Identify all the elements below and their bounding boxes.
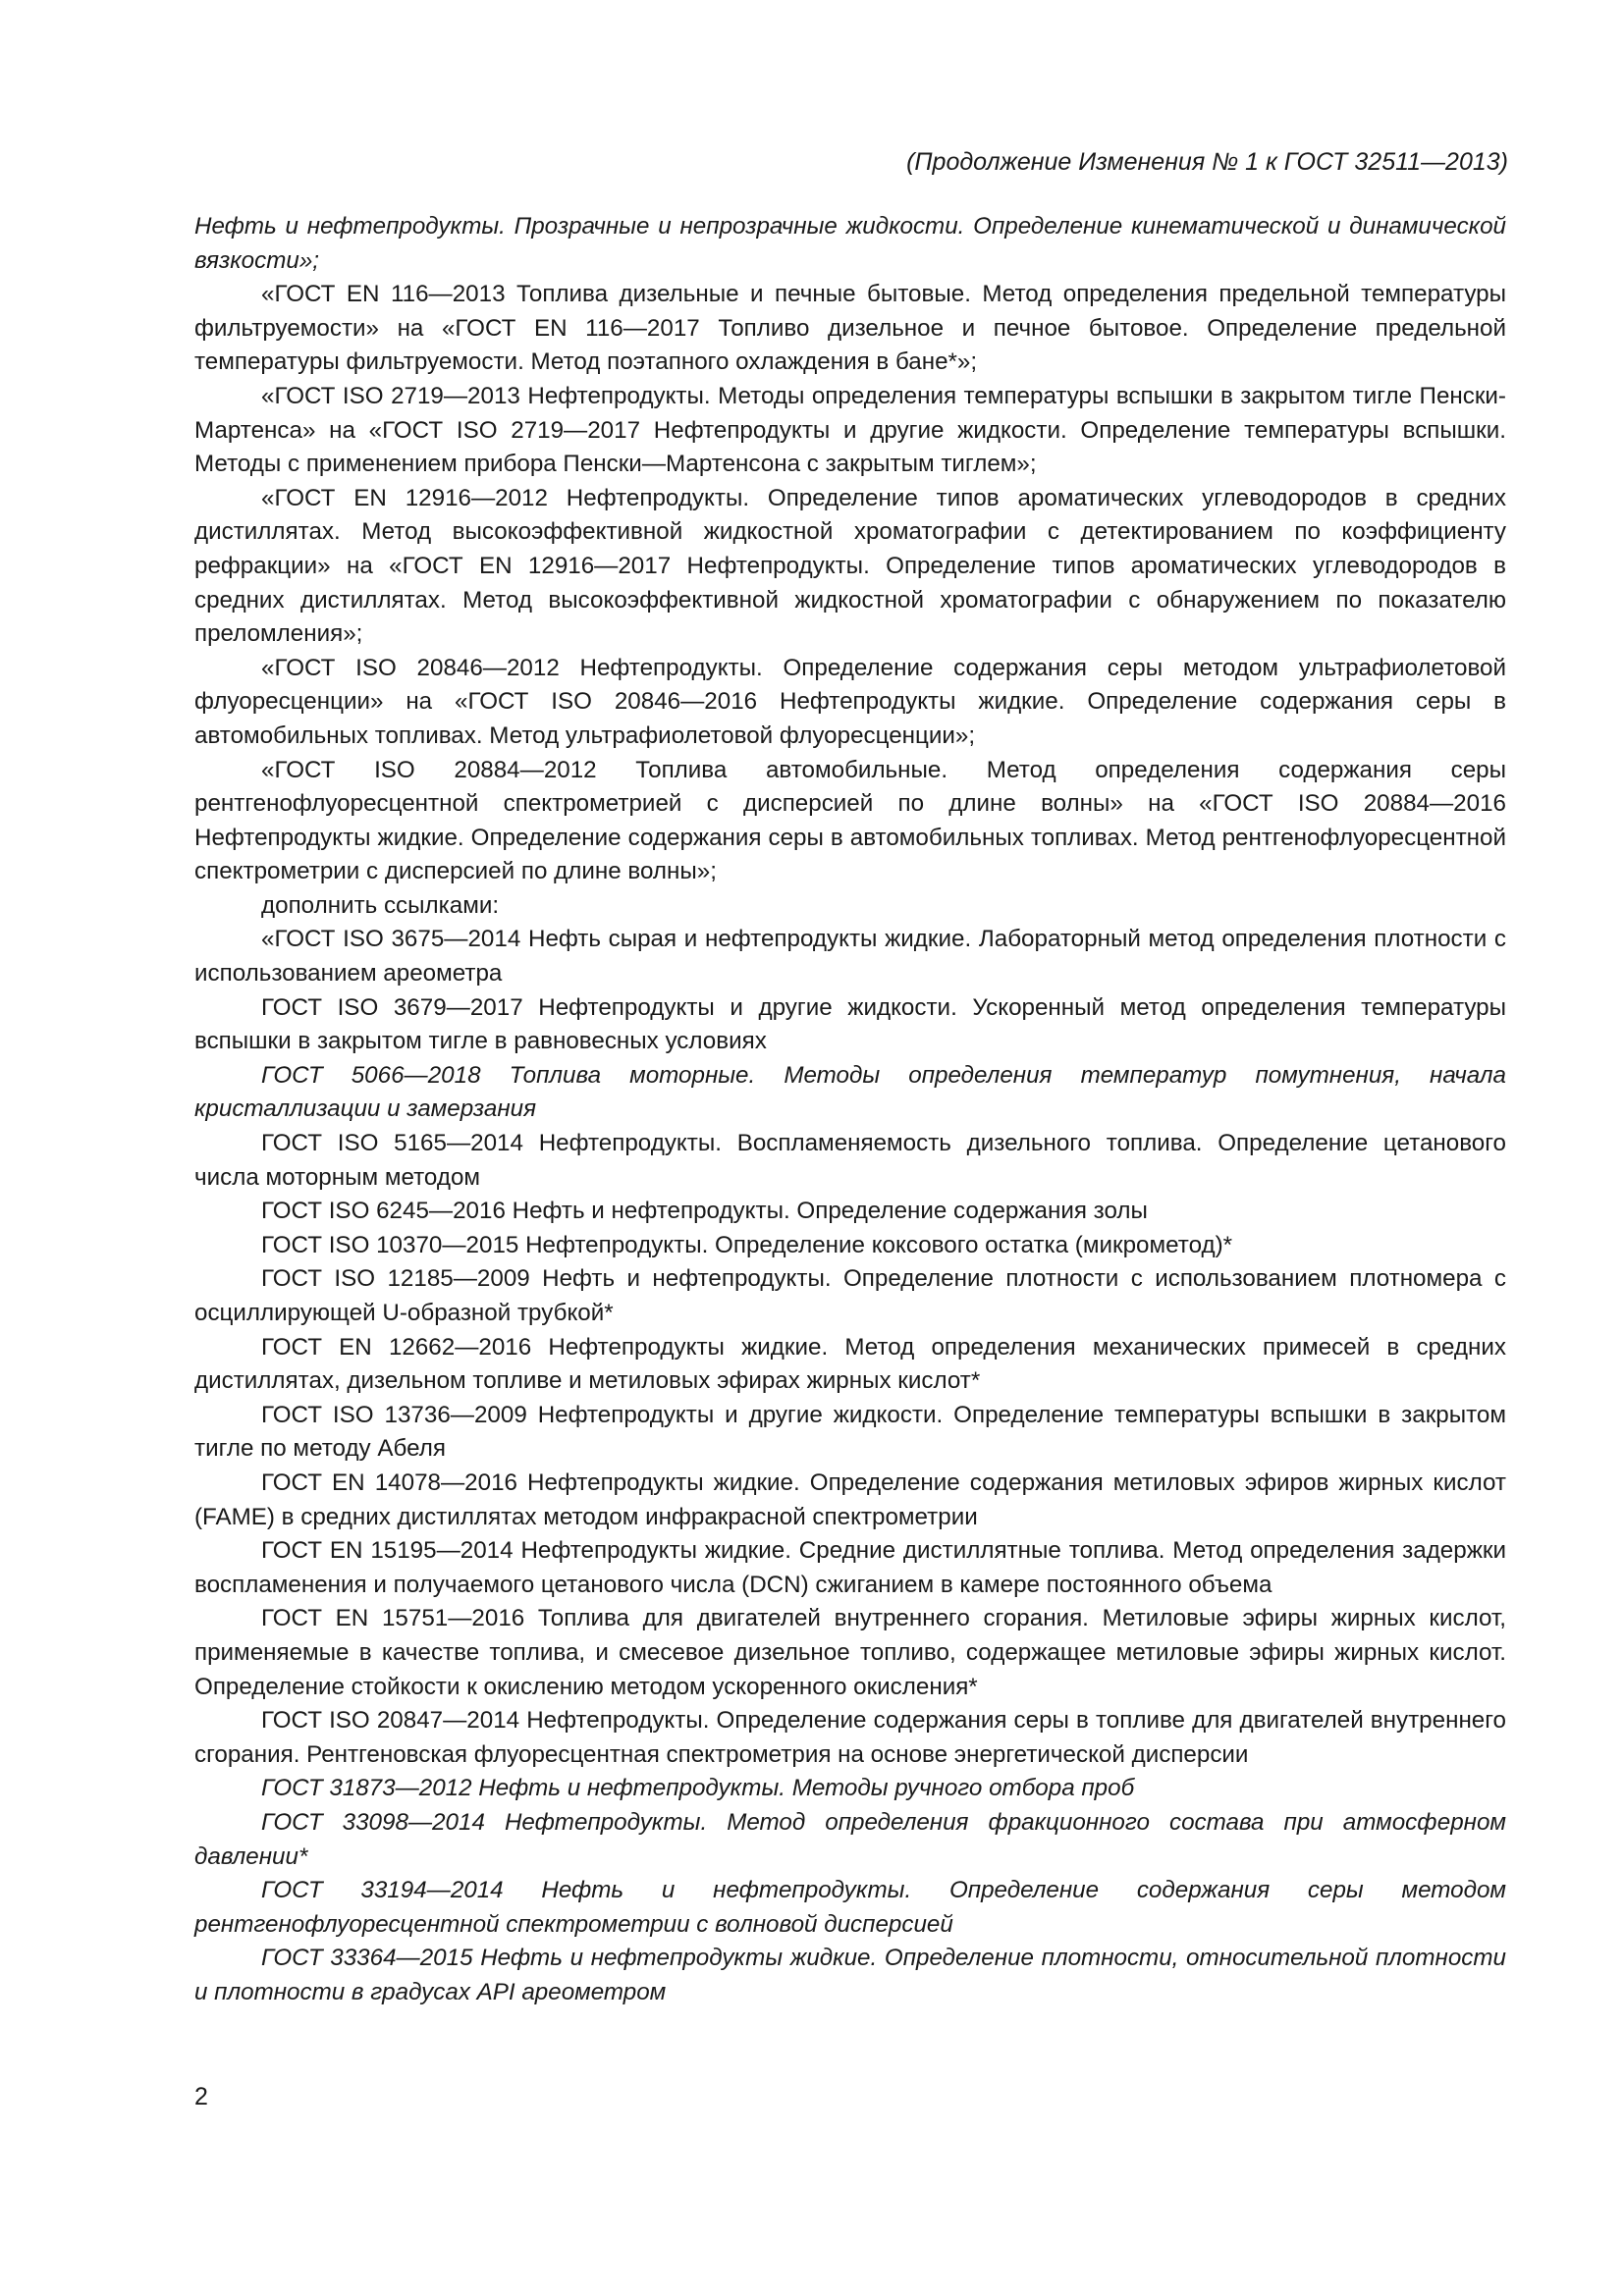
body-paragraph: ГОСТ EN 14078—2016 Нефтепродукты жидкие. Определение содержания метиловых эфиров жирных кислот (FAME) в средних дистиллятах методом инфракрасной спектрометрии: [194, 1468, 1506, 1530]
body-paragraph: ГОСТ EN 12662—2016 Нефтепродукты жидкие. Метод определения механических примесей в средних дистиллятах, дизельном топливе и метиловых эфирах жирных кислот*: [194, 1333, 1506, 1395]
body-paragraph: ГОСТ ISO 5165—2014 Нефтепродукты. Воспламеняемость дизельного топлива. Определение цетанового числа моторным методом: [194, 1130, 1506, 1191]
page-number: 2: [194, 2083, 208, 2110]
body-paragraph: «ГОСТ ISO 20846—2012 Нефтепродукты. Определение содержания серы методом ультрафиолетовой флуоресценции» на «ГОСТ ISO 20846—2016 Нефтепродукты жидкие. Определение содержания серы в автомобильных топливах. Метод ультрафиолетовой флуоресценции»;: [194, 654, 1506, 749]
body-paragraph: ГОСТ ISO 10370—2015 Нефтепродукты. Определение коксового остатка (микрометод)*: [261, 1231, 1233, 1258]
body-paragraph: ГОСТ ISO 3679—2017 Нефтепродукты и другие жидкости. Ускоренный метод определения температуры вспышки в закрытом тигле в равновесных условиях: [194, 993, 1506, 1055]
body-paragraph: «ГОСТ ISO 3675—2014 Нефть сырая и нефтепродукты жидкие. Лабораторный метод определения плотности с использованием ареометра: [194, 926, 1506, 988]
body-paragraph: «ГОСТ ISO 2719—2013 Нефтепродукты. Методы определения температуры вспышки в закрытом тигле Пенски-Мартенса» на «ГОСТ ISO 2719—2017 Нефтепродукты и другие жидкости. Определение температуры вспышки. Методы с применением прибора Пенски—Мартенсона с закрытым тиглем»;: [194, 382, 1506, 478]
body-paragraph: дополнить ссылками:: [261, 891, 500, 919]
body-paragraph: ГОСТ EN 15751—2016 Топлива для двигателей внутреннего сгорания. Метиловые эфиры жирных кислот, применяемые в качестве топлива, и смесевое дизельное топливо, содержащее метиловые эфиры жирных кислот. Определение стойкости к окислению методом ускоренного окисления*: [194, 1605, 1506, 1700]
body-paragraph: «ГОСТ EN 12916—2012 Нефтепродукты. Определение типов ароматических углеводородов в средних дистиллятах. Метод высокоэффективной жидкостной хроматографии с детектированием по коэффициенту рефракции» на «ГОСТ EN 12916—2017 Нефтепродукты. Определение типов ароматических углеводородов в средних дистиллятах. Метод высокоэффективной жидкостной хроматографии с обнаружением по показателю преломления»;: [194, 484, 1506, 648]
body-paragraph: ГОСТ EN 15195—2014 Нефтепродукты жидкие. Средние дистиллятные топлива. Метод определения задержки воспламенения и получаемого цетанового числа (DCN) сжиганием в камере постоянного объема: [194, 1537, 1506, 1598]
body-paragraph: ГОСТ 33194—2014 Нефть и нефтепродукты. Определение содержания серы методом рентгенофлуоресцентной спектрометрии с волновой дисперсией: [194, 1877, 1506, 1938]
body-paragraph: ГОСТ 33364—2015 Нефть и нефтепродукты жидкие. Определение плотности, относительной плотности и плотности в градусах API ареометром: [194, 1945, 1506, 2005]
body-paragraph: ГОСТ 5066—2018 Топлива моторные. Методы определения температур помутнения, начала кристаллизации и замерзания: [194, 1061, 1506, 1123]
body-paragraph: Нефть и нефтепродукты. Прозрачные и непрозрачные жидкости. Определение кинематической и динамической вязкости»;: [194, 213, 1506, 274]
document-body: [194, 210, 1506, 2009]
running-header: (Продолжение Изменения № 1 к ГОСТ 32511—2013): [906, 148, 1508, 176]
body-paragraph: ГОСТ ISO 13736—2009 Нефтепродукты и другие жидкости. Определение температуры вспышки в закрытом тигле по методу Абеля: [194, 1401, 1506, 1463]
body-paragraph: ГОСТ ISO 20847—2014 Нефтепродукты. Определение содержания серы в топливе для двигателей внутреннего сгорания. Рентгеновская флуоресцентная спектрометрия на основе энергетической дисперсии: [194, 1707, 1506, 1768]
body-paragraph: ГОСТ 33098—2014 Нефтепродукты. Метод определения фракционного состава при атмосферном давлении*: [194, 1808, 1506, 1870]
body-paragraph: ГОСТ 31873—2012 Нефть и нефтепродукты. Методы ручного отбора проб: [261, 1775, 1135, 1802]
body-paragraph: «ГОСТ ISO 20884—2012 Топлива автомобильные. Метод определения содержания серы рентгенофлуоресцентной спектрометрией с дисперсией по длине волны» на «ГОСТ ISO 20884—2016 Нефтепродукты жидкие. Определение содержания серы в автомобильных топливах. Метод рентгенофлуоресцентной спектрометрии с дисперсией по длине волны»;: [194, 756, 1506, 885]
body-paragraph: ГОСТ ISO 12185—2009 Нефть и нефтепродукты. Определение плотности с использованием плотномера с осциллирующей U-образной трубкой*: [194, 1265, 1506, 1326]
body-paragraph: «ГОСТ EN 116—2013 Топлива дизельные и печные бытовые. Метод определения предельной температуры фильтруемости» на «ГОСТ EN 116—2017 Топливо дизельное и печное бытовое. Определение предельной температуры фильтруемости. Метод поэтапного охлаждения в бане*»;: [194, 281, 1506, 376]
body-paragraph: ГОСТ ISO 6245—2016 Нефть и нефтепродукты. Определение содержания золы: [261, 1198, 1148, 1225]
